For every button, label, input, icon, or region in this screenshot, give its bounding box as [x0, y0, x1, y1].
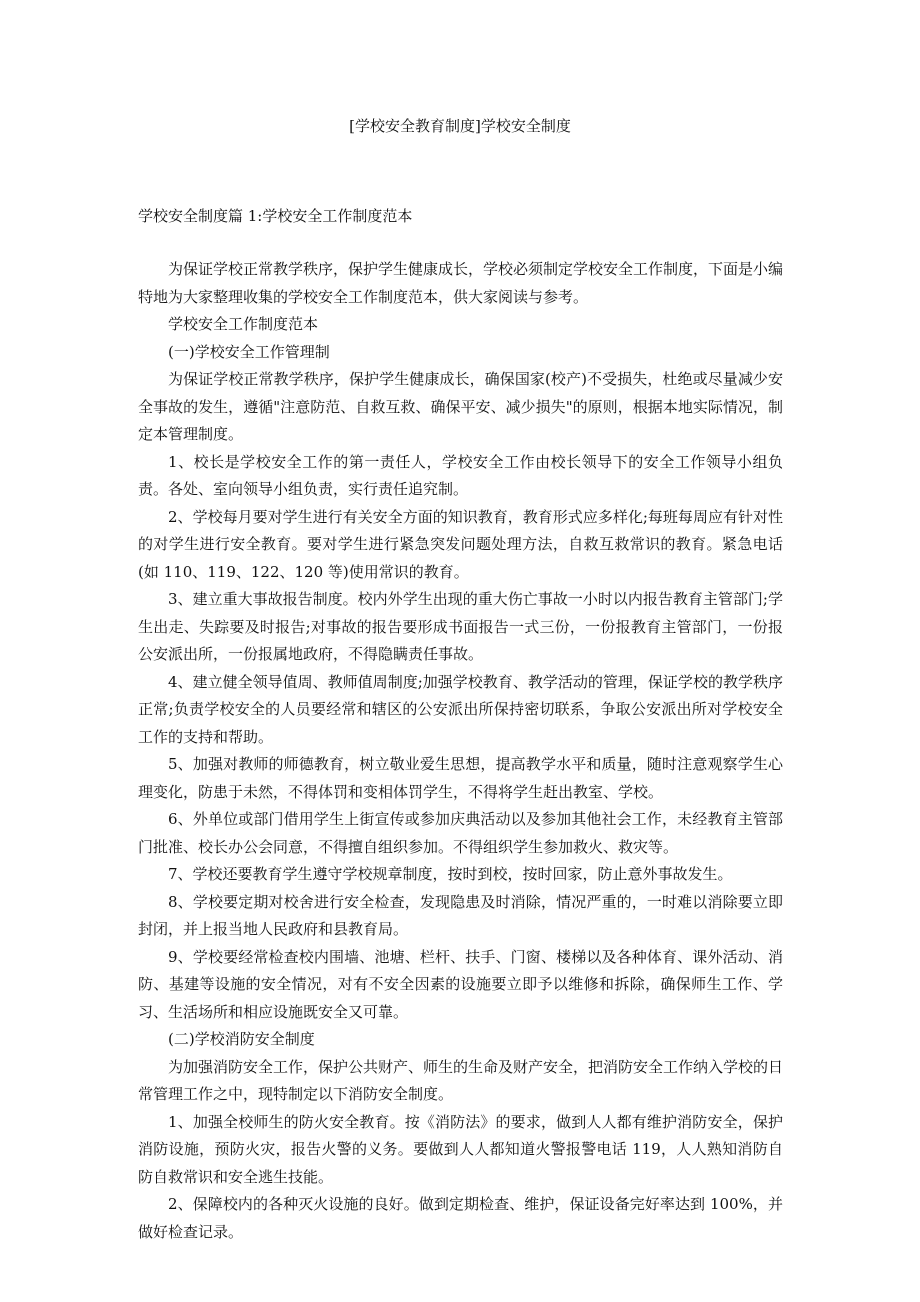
- section-heading: (二)学校消防安全制度: [168, 1030, 315, 1048]
- paragraph: 8、学校要定期对校舍进行安全检查，发现隐患及时消除，情况严重的，一时难以消除要立即封闭，并上报当地人民政府和县教育局。: [138, 892, 783, 938]
- paragraph: 3、建立重大事故报告制度。校内外学生出现的重大伤亡事故一小时以内报告教育主管部门;学生出走、失踪要及时报告;对事故的报告要形成书面报告一式三份，一份报教育主管部门，一份报公安派出所，一份报属地政府，不得隐瞒责任事故。: [138, 590, 783, 663]
- paragraph: 6、外单位或部门借用学生上街宣传或参加庆典活动以及参加其他社会工作，未经教育主管部门批准、校长办公会同意，不得擅自组织参加。不得组织学生参加救火、救灾等。: [138, 810, 783, 856]
- paragraph: 1、校长是学校安全工作的第一责任人，学校安全工作由校长领导下的安全工作领导小组负责。各处、室向领导小组负责，实行责任追究制。: [138, 452, 783, 498]
- paragraph: 9、学校要经常检查校内围墙、池塘、栏杆、扶手、门窗、楼梯以及各种体育、课外活动、消防、基建等设施的安全情况，对有不安全因素的设施要立即予以维修和拆除，确保师生工作、学习、生活场所和相应设施既安全又可靠。: [138, 947, 783, 1021]
- paragraph: 为保证学校正常教学秩序，保护学生健康成长，确保国家(校产)不受损失，杜绝或尽量减少安全事故的发生，遵循"注意防范、自救互救、确保平安、减少损失"的原则，根据本地实际情况，制定本管理制度。: [138, 370, 783, 443]
- section-heading: (一)学校安全工作管理制: [168, 342, 330, 361]
- paragraph: 4、建立健全领导值周、教师值周制度;加强学校教育、教学活动的管理，保证学校的教学秩序正常;负责学校安全的人员要经常和辖区的公安派出所保持密切联系，争取公安派出所对学校安全工作的支持和帮助。: [138, 672, 783, 746]
- paragraph: 为保证学校正常教学秩序，保护学生健康成长，学校必须制定学校安全工作制度，下面是小编特地为大家整理收集的学校安全工作制度范本，供大家阅读与参考。: [138, 260, 784, 306]
- document-title: [学校安全教育制度]学校安全制度: [349, 117, 571, 135]
- paragraph: 为加强消防安全工作，保护公共财产、师生的生命及财产安全，把消防安全工作纳入学校的日常管理工作之中，现特制定以下消防安全制度。: [138, 1057, 784, 1103]
- paragraph: 学校安全工作制度范本: [168, 315, 319, 333]
- paragraph: 1、加强全校师生的防火安全教育。按《消防法》的要求，做到人人都有维护消防安全，保护消防设施，预防火灾，报告火警的义务。要做到人人都知道火警报警电话 119，人人熟知消防自防自救常识和安全逃生技能。: [138, 1112, 783, 1186]
- document-body: [138, 256, 783, 1246]
- paragraph: 7、学校还要教育学生遵守学校规章制度，按时到校，按时回家，防止意外事故发生。: [168, 865, 733, 883]
- paragraph: 2、学校每月要对学生进行有关安全方面的知识教育，教育形式应多样化;每班每周应有针对性的对学生进行安全教育。要对学生进行紧急突发问题处理方法，自救互救常识的教育。紧急电话(如 110、119、122、120 等)使用常识的教育。: [138, 507, 783, 581]
- paragraph: 5、加强对教师的师德教育，树立敬业爱生思想，提高教学水平和质量，随时注意观察学生心理变化，防患于未然，不得体罚和变相体罚学生，不得将学生赶出教室、学校。: [138, 755, 783, 801]
- document-subtitle: 学校安全制度篇 1:学校安全工作制度范本: [138, 207, 413, 225]
- paragraph: 2、保障校内的各种灭火设施的良好。做到定期检查、维护，保证设备完好率达到 100%，并做好检查记录。: [138, 1195, 783, 1241]
